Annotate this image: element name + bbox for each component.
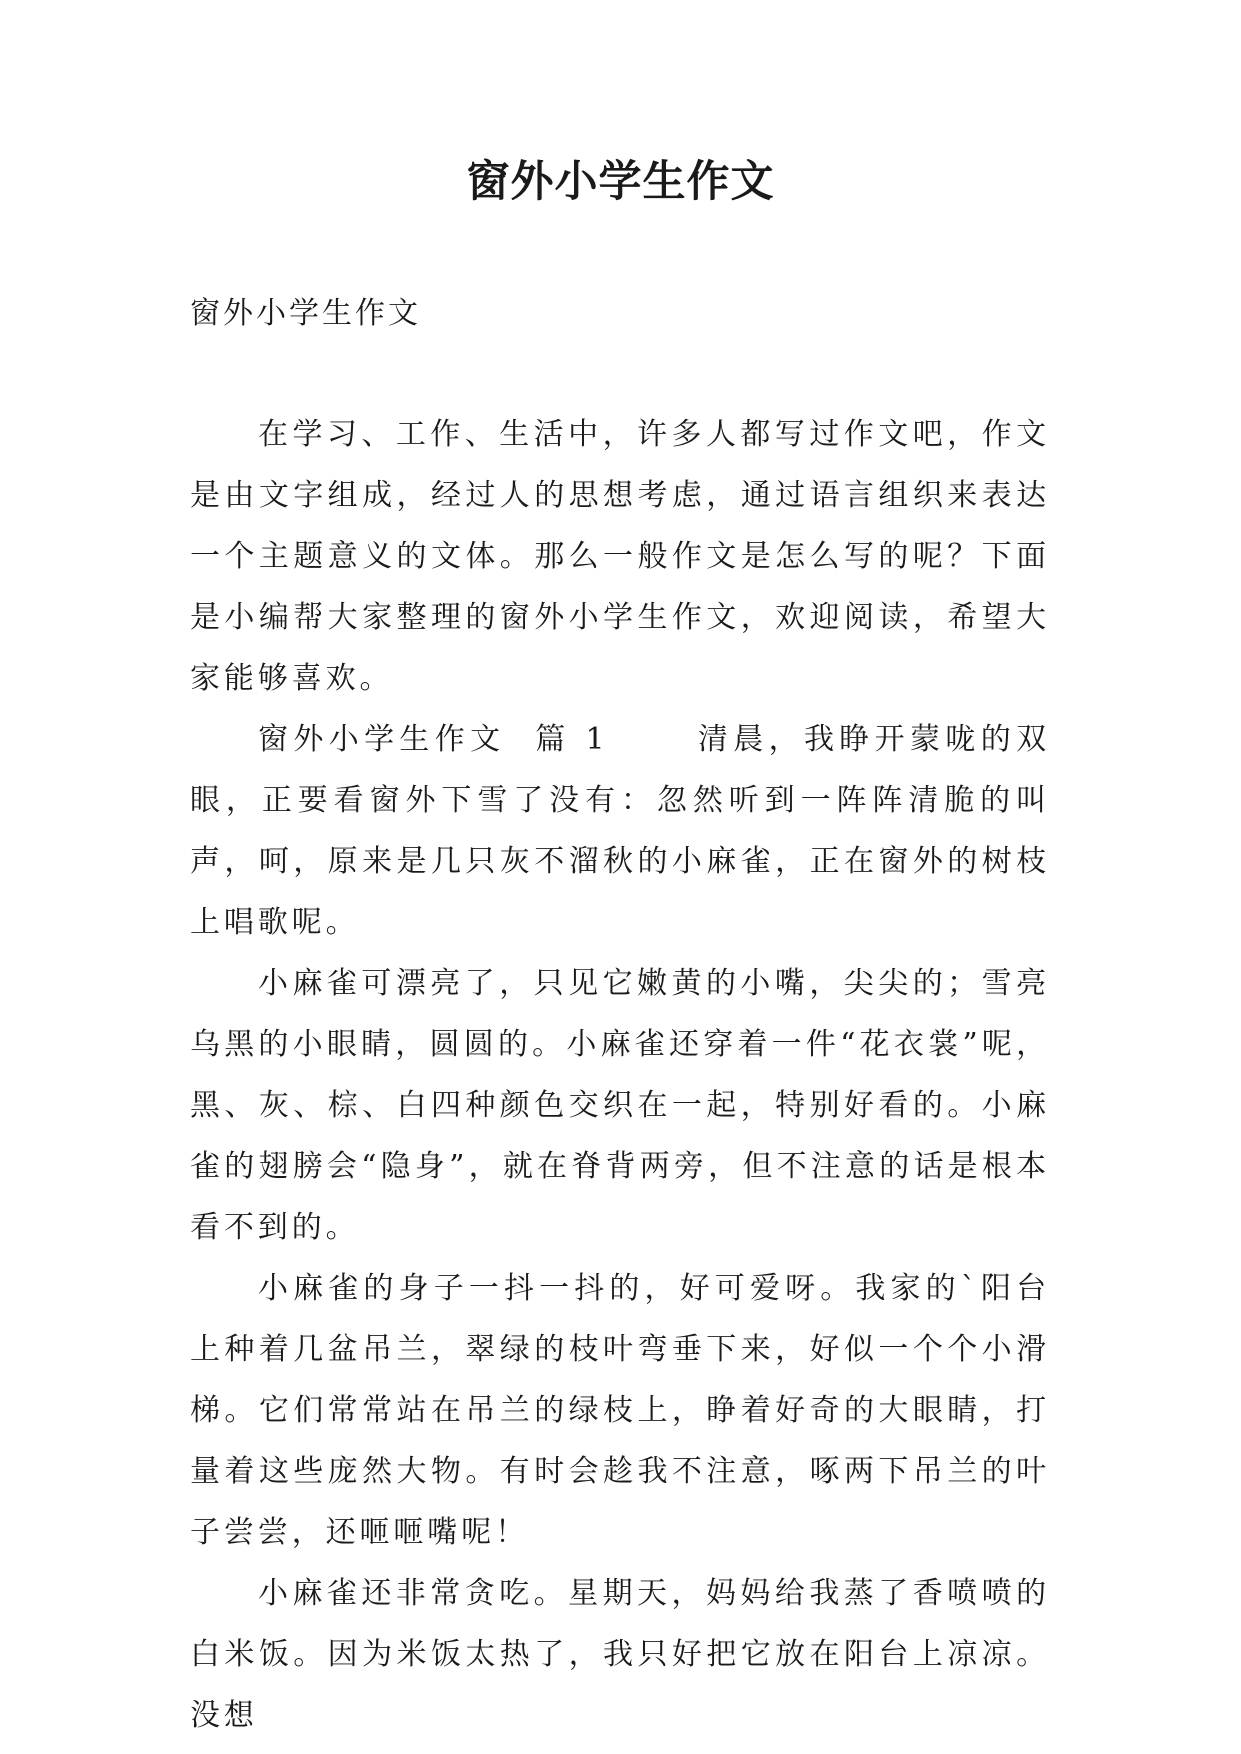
paragraph-sparrow-balcony: 小麻雀的身子一抖一抖的，好可爱呀。我家的`阳台上种着几盆吊兰，翠绿的枝叶弯垂下来，好似一个个小滑梯。它们常常站在吊兰的绿枝上，睁着好奇的大眼睛，打量着这些庞然大物。有时会趁我不注意，啄两下吊兰的叶子尝尝，还咂咂嘴呢！ xyxy=(190,1271,1050,1550)
document-title: 窗外小学生作文 xyxy=(466,157,775,207)
document-subtitle: 窗外小学生作文 xyxy=(190,296,421,331)
paragraph-sparrow-greedy: 小麻雀还非常贪吃。星期天，妈妈给我蒸了香喷喷的白米饭。因为米饭太热了，我只好把它放在阳台上凉凉。没想 xyxy=(190,1576,1050,1733)
paragraph-intro: 在学习、工作、生活中，许多人都写过作文吧，作文是由文字组成，经过人的思想考虑，通过语言组织来表达一个主题意义的文体。那么一般作文是怎么写的呢？下面是小编帮大家整理的窗外小学生作文，欢迎阅读，希望大家能够喜欢。 xyxy=(190,417,1050,696)
document-body xyxy=(190,404,1050,1746)
paragraph-essay-1-opening: 窗外小学生作文 篇 1 清晨，我睁开蒙咙的双眼，正要看窗外下雪了没有：忽然听到一阵阵清脆的叫声，呵，原来是几只灰不溜秋的小麻雀，正在窗外的树枝上唱歌呢。 xyxy=(190,722,1050,940)
paragraph-sparrow-appearance: 小麻雀可漂亮了，只见它嫩黄的小嘴，尖尖的；雪亮乌黑的小眼睛，圆圆的。小麻雀还穿着一件“花衣裳”呢，黑、灰、棕、白四种颜色交织在一起，特别好看的。小麻雀的翅膀会“隐身”，就在脊背两旁，但不注意的话是根本看不到的。 xyxy=(190,966,1050,1245)
